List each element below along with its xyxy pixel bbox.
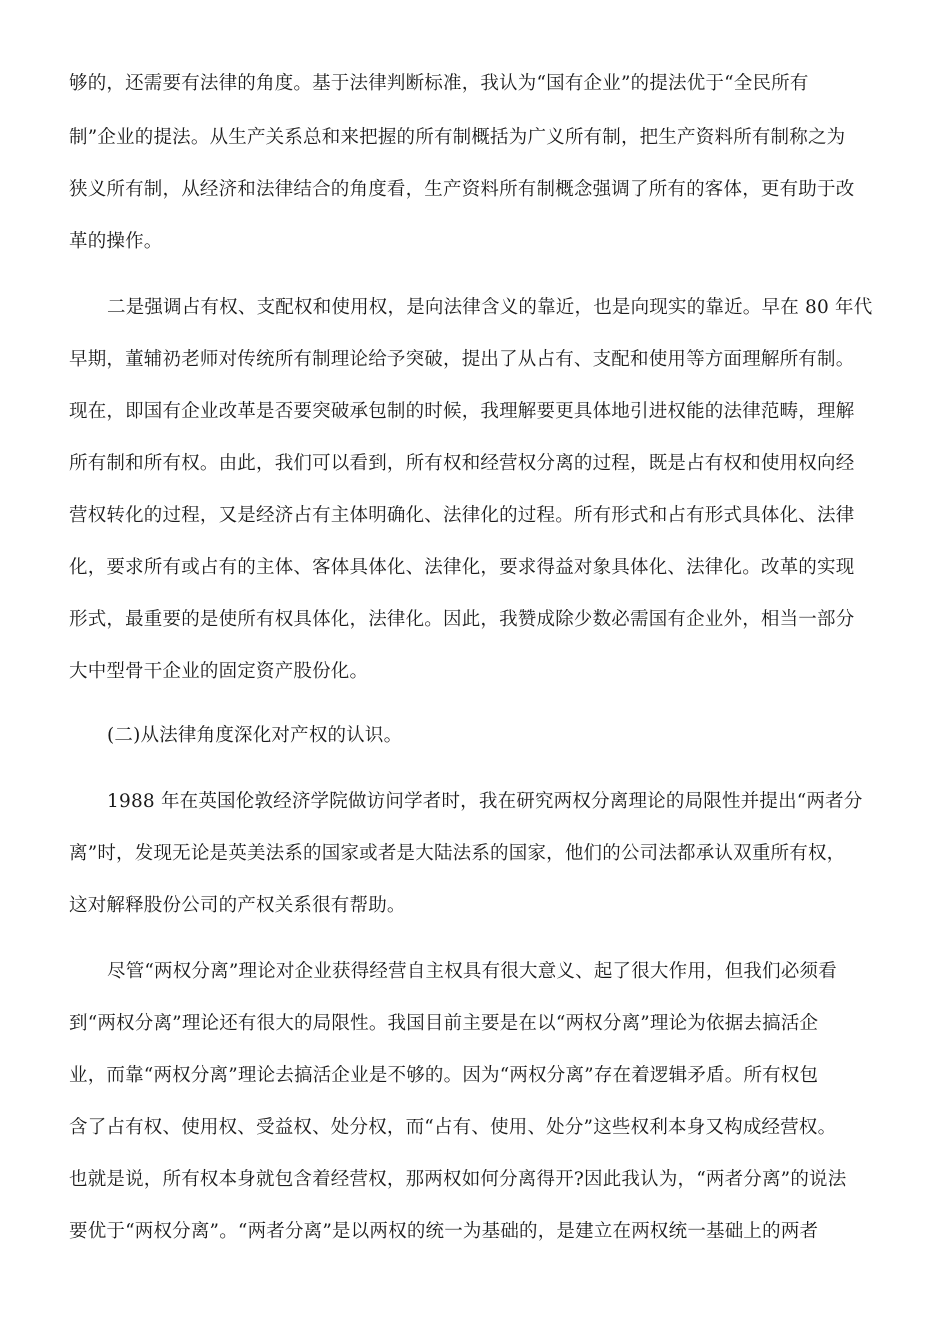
paragraph-line: 这对解释股份公司的产权关系很有帮助。 (69, 895, 406, 916)
paragraph-line: 离”时，发现无论是英美法系的国家或者是大陆法系的国家，他们的公司法都承认双重所有权， (69, 843, 846, 864)
paragraph-line: 要优于“两权分离”。“两者分离”是以两权的统一为基础的，是建立在两权统一基础上的两者 (69, 1221, 819, 1242)
paragraph-line: 二是强调占有权、支配权和使用权，是向法律含义的靠近，也是向现实的靠近。早在 80 年代 (107, 297, 873, 318)
paragraph-line: 也就是说，所有权本身就包含着经营权，那两权如何分离得开?因此我认为，“两者分离”的说法 (69, 1169, 847, 1190)
paragraph-line: 够的，还需要有法律的角度。基于法律判断标准，我认为“国有企业”的提法优于“全民所有 (69, 73, 809, 94)
paragraph-line: 制”企业的提法。从生产关系总和来把握的所有制概括为广义所有制，把生产资料所有制称之为 (69, 127, 846, 148)
paragraph-line: 尽管“两权分离”理论对企业获得经营自主权具有很大意义、起了很大作用，但我们必须看 (107, 961, 837, 982)
paragraph-line: 业，而靠“两权分离”理论去搞活企业是不够的。因为“两权分离”存在着逻辑矛盾。所有权包 (69, 1065, 819, 1086)
paragraph-line: 含了占有权、使用权、受益权、处分权，而“占有、使用、处分”这些权利本身又构成经营权。 (69, 1117, 837, 1138)
paragraph-line: 营权转化的过程，又是经济占有主体明确化、法律化的过程。所有形式和占有形式具体化、法律 (69, 505, 855, 526)
paragraph-line: 大中型骨干企业的固定资产股份化。 (69, 661, 369, 682)
paragraph-line: 到“两权分离”理论还有很大的局限性。我国目前主要是在以“两权分离”理论为依据去搞活企 (69, 1013, 819, 1034)
paragraph-line: 化，要求所有或占有的主体、客体具体化、法律化，要求得益对象具体化、法律化。改革的实现 (69, 557, 855, 578)
paragraph-line: 1988 年在英国伦敦经济学院做访问学者时，我在研究两权分离理论的局限性并提出“两者分 (107, 791, 863, 812)
section-heading: (二)从法律角度深化对产权的认识。 (107, 725, 403, 746)
paragraph-line: 狭义所有制，从经济和法律结合的角度看，生产资料所有制概念强调了所有的客体，更有助于改 (69, 179, 855, 200)
paragraph-line: 革的操作。 (69, 231, 163, 252)
paragraph-line: 早期，董辅礽老师对传统所有制理论给予突破，提出了从占有、支配和使用等方面理解所有制。 (69, 349, 855, 370)
paragraph-line: 现在，即国有企业改革是否要突破承包制的时候，我理解要更具体地引进权能的法律范畴，理解 (69, 401, 855, 422)
paragraph-line: 形式，最重要的是使所有权具体化，法律化。因此，我赞成除少数必需国有企业外，相当一部分 (69, 609, 855, 630)
paragraph-line: 所有制和所有权。由此，我们可以看到，所有权和经营权分离的过程，既是占有权和使用权向经 (69, 453, 855, 474)
